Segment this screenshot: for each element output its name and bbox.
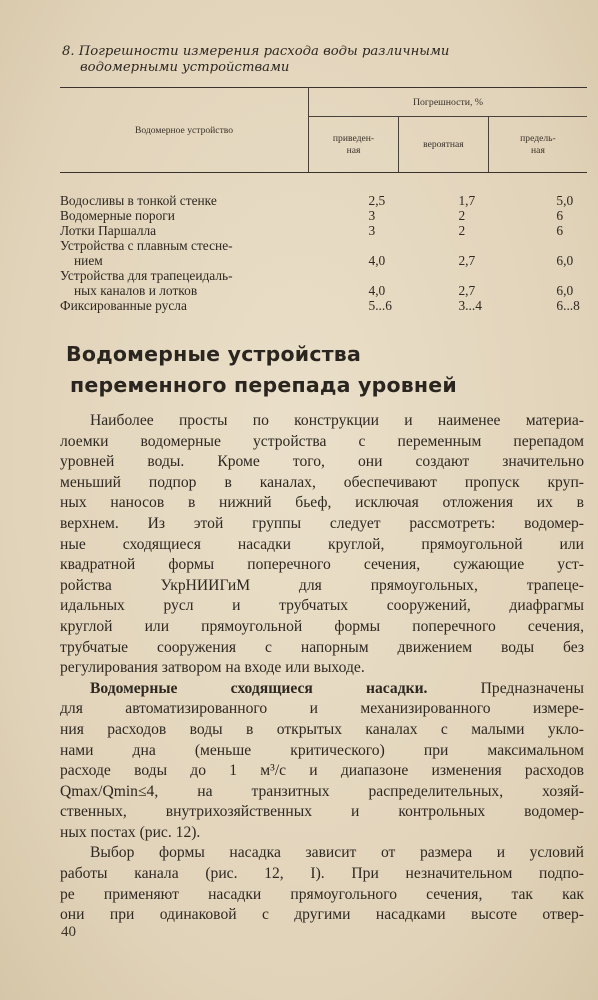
table-row: Водомерные пороги 3 2 6	[60, 208, 564, 223]
text-line: трубчатые сооружения с напорным движением воды без	[60, 638, 584, 656]
caption-line-1: 8. Погрешности измерения расхода воды различными	[62, 44, 450, 59]
text-line: ния расходов воды в открытых каналах с малыми укло-	[60, 720, 584, 738]
text-line: ных постах (рис. 12).	[60, 823, 201, 841]
text-line: Выбор формы насадка зависит от размера и условий	[90, 844, 584, 862]
text-line: верхнем. Из этой группы следует рассмотреть: водомер-	[60, 514, 584, 532]
header-limit: предель- ная	[488, 117, 587, 173]
text-line: круглой или прямоугольной формы поперечного сечения,	[60, 617, 584, 635]
paragraph-run-in-heading: Водомерные сходящиеся насадки.	[90, 679, 428, 697]
text-line: ственных, внутрихозяйственных и контрольных водомер-	[60, 803, 584, 821]
body-text	[60, 411, 584, 926]
text-line: Водомерные сходящиеся насадки. Предназначены	[90, 679, 584, 697]
text-line: меньший подпор в каналах, обеспечивают пропуск круп-	[60, 473, 584, 491]
text-line: они при одинаковой с другими насадками высоте отвер-	[60, 906, 584, 924]
text-line: работы канала (рис. 12, I). При незначительном подпо-	[60, 865, 584, 883]
text-line: Наиболее просты по конструкции и наименее материа-	[90, 412, 584, 429]
text-line: ных наносов в нижний бьеф, исключая отложения их в	[60, 494, 584, 512]
text-line: уровней воды. Кроме того, они создают значительно	[60, 453, 584, 471]
error-table	[60, 87, 587, 313]
header-probable: вероятная	[398, 117, 488, 173]
table-row: нием 4,0 2,7 6,0	[74, 253, 574, 268]
text-line: ные сходящиеся насадки круглой, прямоугольной или	[60, 535, 584, 553]
text-line: квадратной формы поперечного сечения, сужающие уст-	[60, 556, 584, 574]
table-row: ных каналов и лотков 4,0 2,7 6,0	[74, 283, 574, 298]
table-row: Лотки Паршалла 3 2 6	[60, 223, 564, 238]
page-number: 40	[61, 924, 76, 940]
caption-line-2: водомерными устройствами	[80, 60, 290, 75]
table-row: Устройства с плавным стесне-	[60, 238, 233, 253]
text-line: ройства УкрНИИГиМ для прямоугольных, трапеце-	[60, 576, 584, 594]
table-row: Устройства для трапецеидаль-	[60, 268, 233, 283]
text-line: нами дна (меньше критического) при максимальном	[60, 741, 584, 759]
header-reduced: приведен- ная	[309, 117, 399, 173]
header-device: Водомерное устройство	[60, 88, 309, 173]
text-line: для автоматизированного и механизированного измере-	[60, 700, 584, 718]
text-line: Qmax/Qmin≤4, на транзитных распределительных, хозяй-	[60, 782, 584, 800]
text-line: ре применяют насадки прямоугольного сечения, так как	[60, 885, 584, 903]
heading-line-1: Водомерные устройства	[66, 342, 361, 366]
header-errors: Погрешности, %	[309, 88, 588, 117]
text-line: идальных русл и трубчатых сооружений, диафрагмы	[60, 597, 584, 615]
table-caption	[62, 44, 582, 76]
section-heading	[66, 339, 457, 401]
heading-line-2: переменного перепада уровней	[70, 373, 457, 397]
text-line: лоемки водомерные устройства с переменным перепадом	[60, 432, 584, 450]
text-line: регулирования затвором на входе или выходе.	[60, 659, 365, 677]
table-row: Водосливы в тонкой стенке 2,5 1,7 5,0	[60, 193, 574, 208]
table-row: Фиксированные русла 5...6 3...4 6...8	[60, 298, 580, 313]
text-line: расходе воды до 1 м³/с и диапазоне изменения расходов	[60, 762, 584, 780]
